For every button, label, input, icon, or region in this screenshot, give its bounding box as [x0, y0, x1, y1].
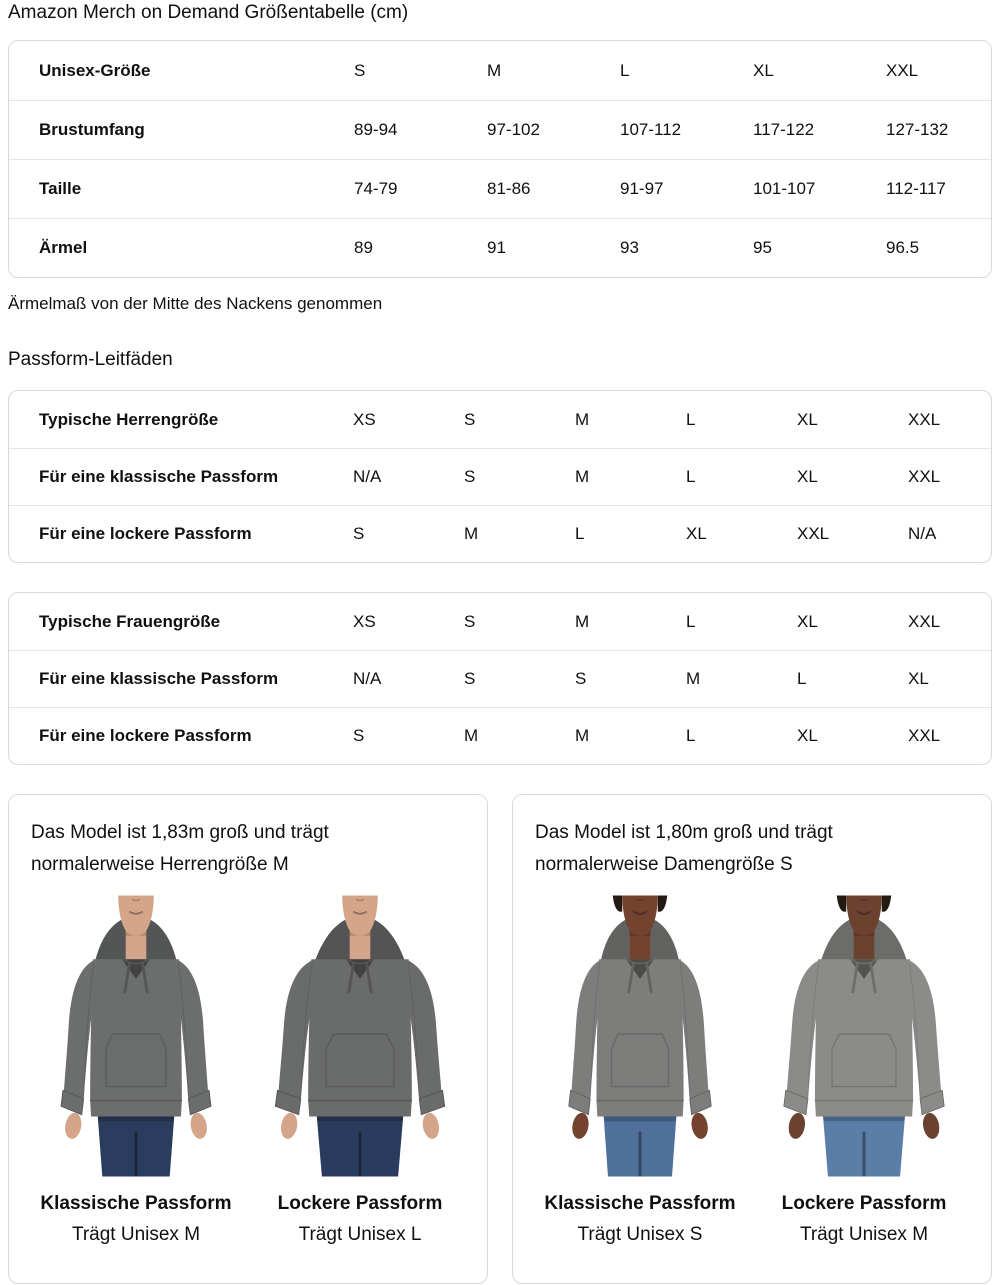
size-header-cell: M	[487, 60, 502, 80]
row-label: Für eine klassische Passform	[39, 467, 279, 486]
model-photos	[31, 895, 465, 1177]
value-cell: L	[686, 409, 696, 429]
model-cards	[8, 794, 992, 1284]
photo-caption	[33, 1193, 239, 1246]
table-row	[9, 391, 991, 448]
value-cell: 91	[487, 238, 506, 257]
value-cell: XL	[908, 669, 929, 688]
value-cell: M	[464, 524, 479, 543]
value-cell: XXL	[908, 726, 941, 745]
page-title: Amazon Merch on Demand Größentabelle (cm)	[8, 2, 409, 23]
value-cell: XL	[797, 409, 818, 429]
value-cell: 93	[620, 238, 639, 257]
table-row	[9, 448, 991, 505]
row-label: Taille	[39, 179, 82, 198]
size-label: Trägt Unisex M	[71, 1224, 201, 1245]
value-cell: XXL	[908, 611, 941, 631]
unisex-size-table	[8, 40, 992, 278]
value-cell: 117-122	[753, 120, 815, 139]
size-header-cell: XL	[753, 60, 774, 80]
value-cell: XXL	[908, 409, 941, 429]
size-header-cell: XXL	[886, 60, 919, 80]
value-cell: S	[464, 611, 476, 631]
value-cell: XL	[686, 524, 707, 543]
table-row	[9, 593, 991, 650]
value-cell: M	[575, 611, 590, 631]
model-description: Das Model ist 1,80m groß und trägt normalerweise Damengröße S	[535, 822, 833, 875]
value-cell: S	[353, 726, 365, 745]
model-photo-classic-fit	[33, 895, 239, 1177]
value-cell: 74-79	[354, 179, 398, 198]
table-row	[9, 707, 991, 764]
mens-fit-guide-table	[8, 390, 992, 563]
size-label: Trägt Unisex M	[799, 1224, 929, 1245]
photo-caption	[761, 1193, 967, 1246]
value-cell: 91-97	[620, 179, 664, 198]
value-cell: S	[464, 467, 476, 486]
value-cell: N/A	[353, 467, 382, 486]
value-cell: 89	[354, 238, 373, 257]
row-label: Für eine lockere Passform	[39, 524, 252, 543]
row-label: Für eine lockere Passform	[39, 726, 252, 745]
fit-guides-heading: Passform-Leitfäden	[8, 349, 173, 370]
value-cell: 95	[753, 238, 772, 257]
fit-label: Lockere Passform	[277, 1193, 443, 1214]
table-row	[9, 100, 991, 159]
photo-captions	[535, 1193, 969, 1246]
value-cell: XL	[797, 611, 818, 631]
row-label: Unisex-Größe	[39, 60, 151, 80]
value-cell: L	[686, 726, 696, 745]
table-row	[9, 650, 991, 707]
photo-captions	[31, 1193, 465, 1246]
value-cell: 101-107	[753, 179, 816, 198]
table-row	[9, 505, 991, 562]
fit-label: Lockere Passform	[781, 1193, 947, 1214]
value-cell: N/A	[353, 669, 382, 688]
value-cell: N/A	[908, 524, 937, 543]
value-cell: S	[464, 669, 476, 688]
photo-caption	[537, 1193, 743, 1246]
value-cell: M	[575, 467, 590, 486]
value-cell: L	[797, 669, 807, 688]
row-label: Ärmel	[39, 238, 88, 257]
value-cell: M	[575, 409, 590, 429]
model-description: Das Model ist 1,83m groß und trägt normalerweise Herrengröße M	[31, 822, 329, 875]
row-label: Typische Herrengröße	[39, 409, 219, 429]
photo-caption	[257, 1193, 463, 1246]
value-cell: L	[575, 524, 585, 543]
fit-label: Klassische Passform	[544, 1193, 736, 1214]
value-cell: M	[464, 726, 479, 745]
womens-fit-guide-table	[8, 592, 992, 765]
value-cell: 81-86	[487, 179, 531, 198]
model-photo-loose-fit	[761, 895, 967, 1177]
value-cell: L	[686, 611, 696, 631]
row-label: Brustumfang	[39, 120, 145, 139]
value-cell: XXL	[797, 524, 830, 543]
value-cell: M	[575, 726, 590, 745]
value-cell: M	[686, 669, 701, 688]
row-label: Für eine klassische Passform	[39, 669, 279, 688]
value-cell: S	[464, 409, 476, 429]
womens-model-card	[512, 794, 992, 1284]
value-cell: S	[575, 669, 587, 688]
sleeve-measure-footnote: Ärmelmaß von der Mitte des Nackens genommen	[8, 294, 383, 313]
value-cell: XL	[797, 467, 818, 486]
value-cell: S	[353, 524, 365, 543]
row-label: Typische Frauengröße	[39, 611, 221, 631]
model-photo-loose-fit	[257, 895, 463, 1177]
table-row	[9, 159, 991, 218]
value-cell: XXL	[908, 467, 941, 486]
size-header-cell: L	[620, 60, 630, 80]
value-cell: 127-132	[886, 120, 949, 139]
value-cell: XL	[797, 726, 818, 745]
model-photos	[535, 895, 969, 1177]
mens-model-card	[8, 794, 488, 1284]
size-header-cell: S	[354, 60, 366, 80]
table-row	[9, 41, 991, 100]
value-cell: 89-94	[354, 120, 398, 139]
value-cell: 112-117	[886, 179, 946, 198]
fit-label: Klassische Passform	[40, 1193, 232, 1214]
value-cell: 96.5	[886, 238, 920, 257]
value-cell: 97-102	[487, 120, 540, 139]
model-photo-classic-fit	[537, 895, 743, 1177]
size-label: Trägt Unisex L	[298, 1224, 422, 1245]
table-row	[9, 218, 991, 277]
value-cell: 107-112	[620, 120, 682, 139]
value-cell: XS	[353, 409, 376, 429]
value-cell: L	[686, 467, 696, 486]
value-cell: XS	[353, 611, 376, 631]
size-label: Trägt Unisex S	[577, 1224, 703, 1245]
